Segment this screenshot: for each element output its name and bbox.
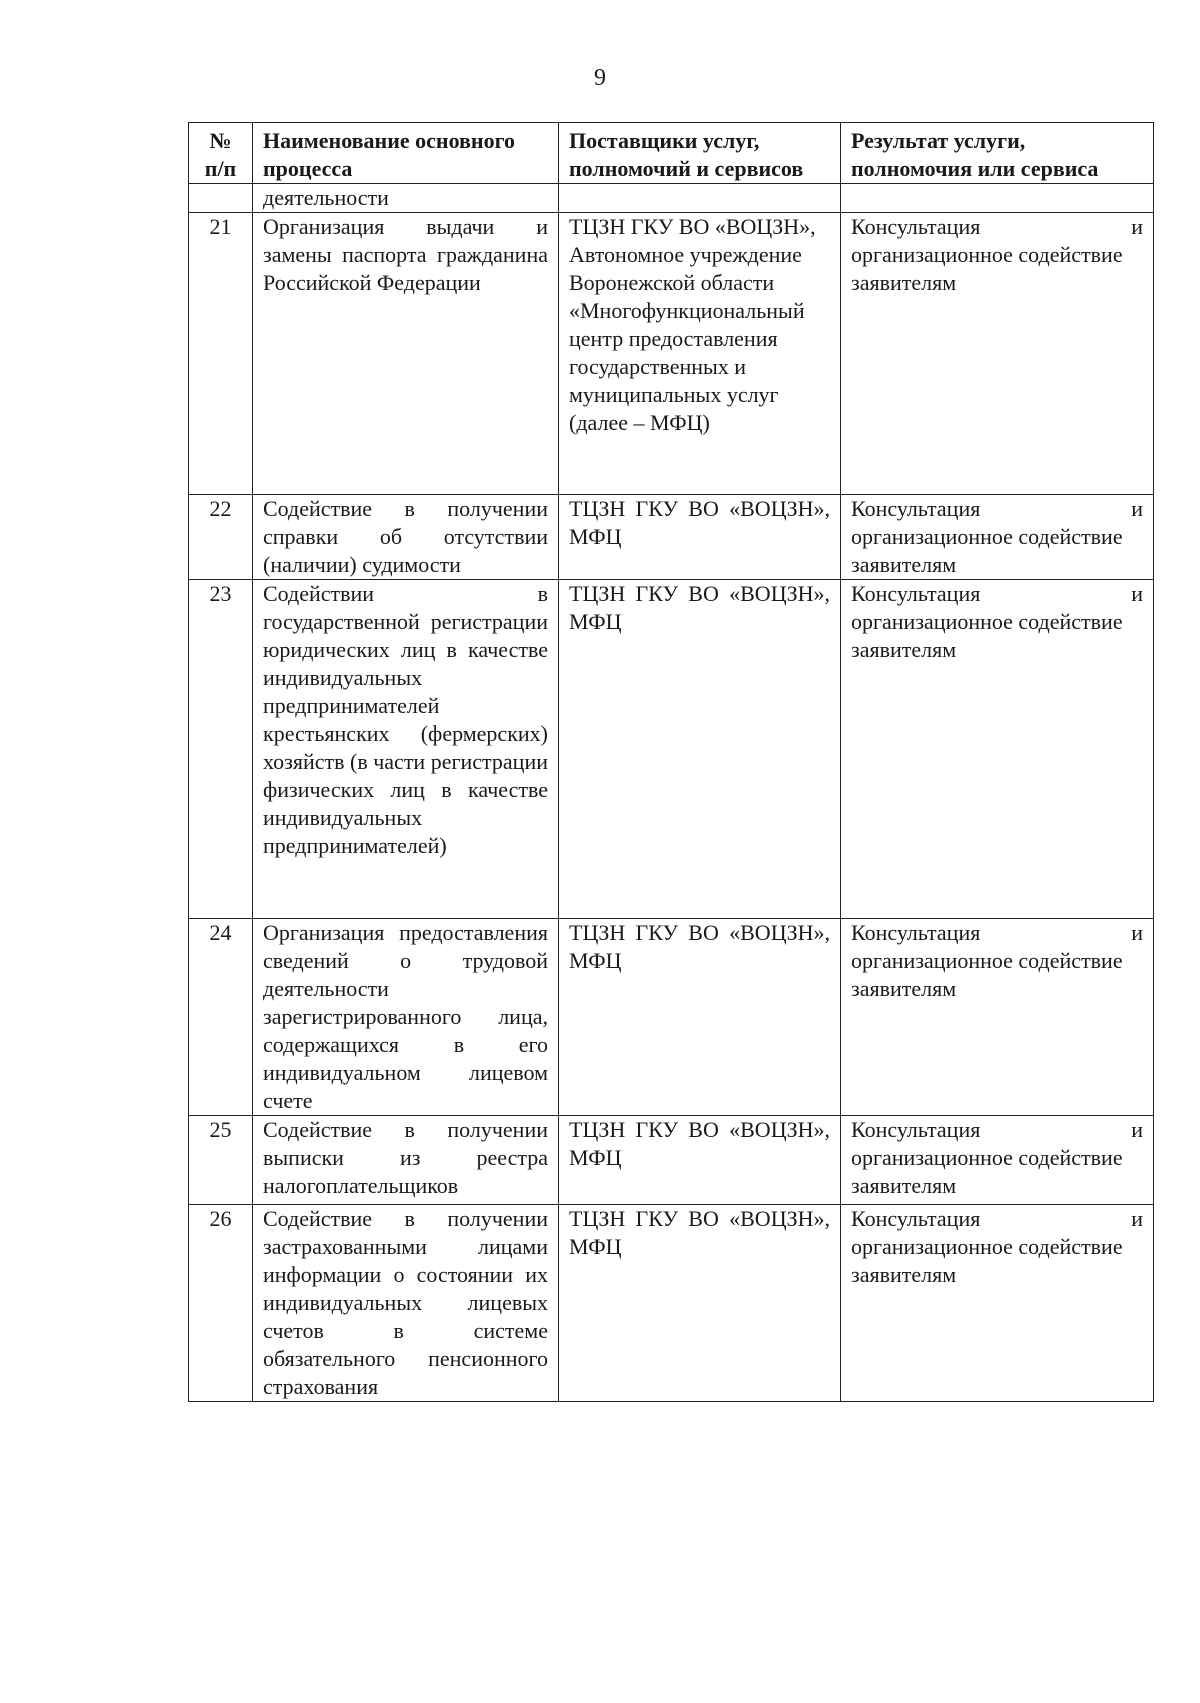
cell-number — [189, 184, 253, 213]
table-row — [189, 1116, 1154, 1205]
cell-result — [841, 1116, 1154, 1205]
result-first-line — [851, 1116, 1143, 1144]
cell-process: Организация выдачи и замены паспорта гражданина Российской Федерации — [253, 213, 559, 495]
result-rest: организационное содействие заявителям — [851, 242, 1123, 295]
result-first-line — [851, 1205, 1143, 1233]
table-row — [189, 213, 1154, 495]
cell-number: 26 — [189, 1205, 253, 1402]
result-first-line — [851, 919, 1143, 947]
cell-result — [841, 213, 1154, 495]
result-rest: организационное содействие заявителям — [851, 524, 1123, 577]
result-conjunction: и — [1131, 581, 1143, 606]
cell-result — [841, 919, 1154, 1116]
cell-providers: ТЦЗН ГКУ ВО «ВОЦЗН», МФЦ — [559, 495, 841, 580]
cell-number: 21 — [189, 213, 253, 495]
table-row — [189, 919, 1154, 1116]
result-conjunction: и — [1131, 1206, 1143, 1231]
page-number: 9 — [594, 65, 606, 91]
header-process: Наименование основного процесса — [253, 123, 559, 184]
cell-result — [841, 184, 1154, 213]
cell-result — [841, 495, 1154, 580]
cell-process: деятельности — [253, 184, 559, 213]
result-word: Консультация — [851, 581, 981, 606]
cell-process: Содействии в государственной регистрации юридических лиц в качестве индивидуальных предпринимателей крестьянских (фермерских) хозяйств (в части регистрации физических лиц в качестве индивидуальных предпринимателей) — [253, 580, 559, 919]
cell-result — [841, 1205, 1154, 1402]
cell-providers: ТЦЗН ГКУ ВО «ВОЦЗН», МФЦ — [559, 919, 841, 1116]
continuation-row — [189, 184, 1154, 213]
result-conjunction: и — [1131, 1117, 1143, 1142]
result-rest: организационное содействие заявителям — [851, 948, 1123, 1001]
result-word: Консультация — [851, 496, 981, 521]
cell-process: Содействие в получении справки об отсутствии (наличии) судимости — [253, 495, 559, 580]
cell-number: 25 — [189, 1116, 253, 1205]
result-word: Консультация — [851, 1206, 981, 1231]
header-providers: Поставщики услуг, полномочий и сервисов — [559, 123, 841, 184]
header-result: Результат услуги, полномочия или сервиса — [841, 123, 1154, 184]
table-row — [189, 1205, 1154, 1402]
services-table — [188, 122, 1154, 1402]
cell-process: Содействие в получении выписки из реестра налогоплательщиков — [253, 1116, 559, 1205]
cell-providers: ТЦЗН ГКУ ВО «ВОЦЗН», МФЦ — [559, 580, 841, 919]
result-rest: организационное содействие заявителям — [851, 1234, 1123, 1287]
cell-number: 24 — [189, 919, 253, 1116]
result-conjunction: и — [1131, 496, 1143, 521]
cell-providers: ТЦЗН ГКУ ВО «ВОЦЗН», МФЦ — [559, 1205, 841, 1402]
result-first-line — [851, 495, 1143, 523]
result-rest: организационное содействие заявителям — [851, 1145, 1123, 1198]
cell-providers — [559, 184, 841, 213]
result-rest: организационное содействие заявителям — [851, 609, 1123, 662]
table-row — [189, 495, 1154, 580]
cell-process: Содействие в получении застрахованными лицами информации о состоянии их индивидуальных лицевых счетов в системе обязательного пенсионного страхования — [253, 1205, 559, 1402]
cell-number: 22 — [189, 495, 253, 580]
result-word: Консультация — [851, 1117, 981, 1142]
cell-providers: ТЦЗН ГКУ ВО «ВОЦЗН», Автономное учреждение Воронежской области «Многофункциональный центр предоставления государственных и муниципальных услуг (далее – МФЦ) — [559, 213, 841, 495]
cell-providers: ТЦЗН ГКУ ВО «ВОЦЗН», МФЦ — [559, 1116, 841, 1205]
result-conjunction: и — [1131, 214, 1143, 239]
result-conjunction: и — [1131, 920, 1143, 945]
result-word: Консультация — [851, 920, 981, 945]
cell-number: 23 — [189, 580, 253, 919]
table-header-row — [189, 123, 1154, 184]
table-row — [189, 580, 1154, 919]
result-first-line — [851, 213, 1143, 241]
result-word: Консультация — [851, 214, 981, 239]
header-number: № п/п — [189, 123, 253, 184]
result-first-line — [851, 580, 1143, 608]
cell-process: Организация предоставления сведений о трудовой деятельности зарегистрированного лица, содержащихся в его индивидуальном лицевом счете — [253, 919, 559, 1116]
cell-result — [841, 580, 1154, 919]
